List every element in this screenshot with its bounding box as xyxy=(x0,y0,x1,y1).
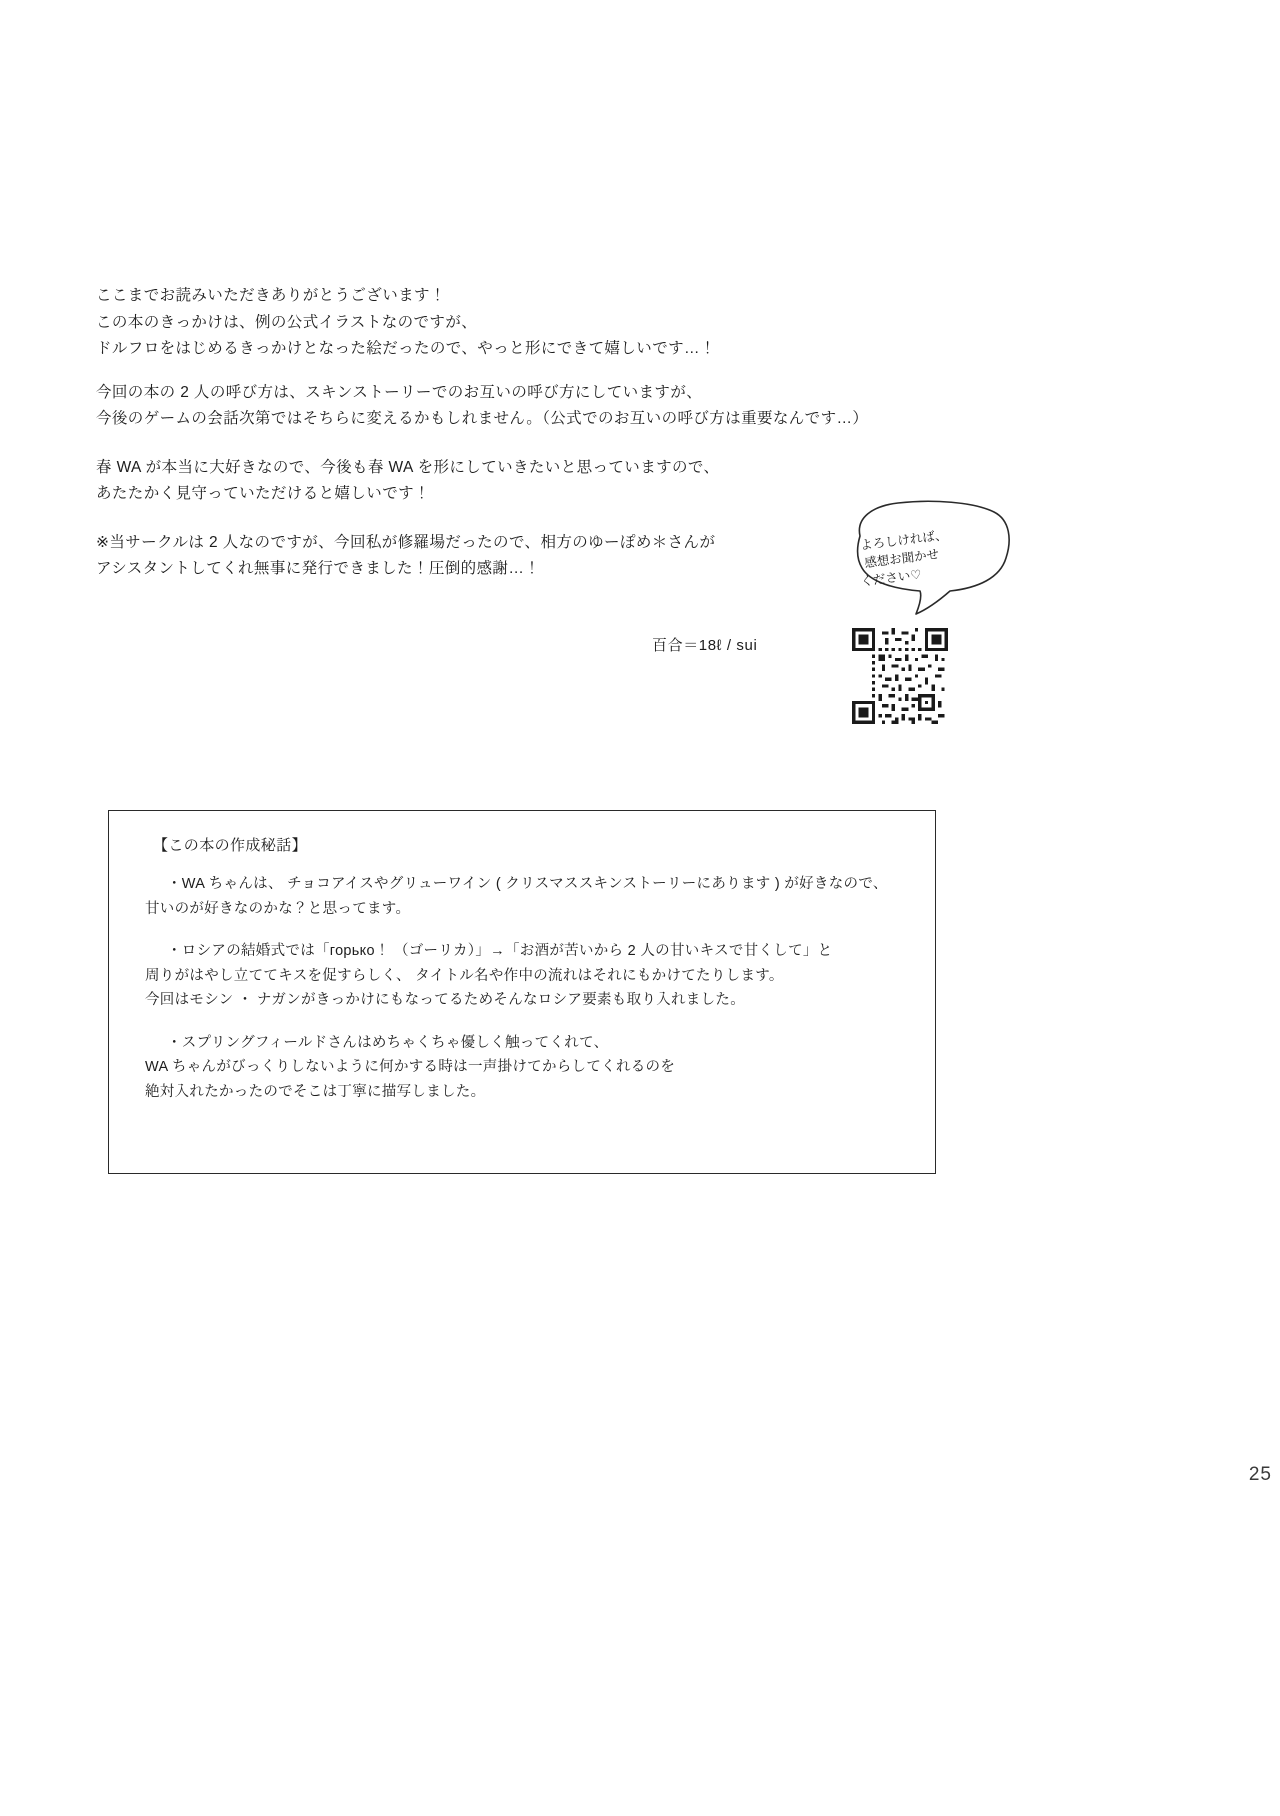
behind-the-scenes-title: 【この本の作成秘話】 xyxy=(153,837,308,854)
page-number: 25 xyxy=(1248,1464,1272,1485)
note-line: ・WA ちゃんは、 チョコアイスやグリューワイン ( クリスマススキンストーリーにあります ) が好きなので、 xyxy=(167,876,888,892)
afterword-paragraph-2 xyxy=(96,385,896,427)
afterword-line: 今後のゲームの会話次第ではそちらに変えるかもしれません。（公式でのお互いの呼び方は重要なんです…） xyxy=(96,410,869,427)
note-line: 周りがはやし立ててキスを促すらしく、 タイトル名や作中の流れはそれにもかけてたりします。 xyxy=(145,967,784,984)
speech-bubble xyxy=(846,496,1016,626)
note-line: 今回はモシン ・ ナガンがきっかけにもなってるためそんなロシア要素も取り入れました。 xyxy=(145,992,746,1008)
note-line: ・ロシアの結婚式では「горько！ （ゴーリカ）」→「お酒が苦いから 2 人の甘いキスで甘くして」と xyxy=(167,943,833,959)
paragraph-spacer xyxy=(96,513,896,535)
note-line: ・スプリングフィールドさんはめちゃくちゃ優しく触ってくれて、 xyxy=(167,1034,609,1051)
note-spacer xyxy=(145,1018,899,1036)
afterword-line: この本のきっかけは、例の公式イラストなのですが、 xyxy=(96,313,478,331)
bubble-line: 感想お聞かせ xyxy=(863,547,940,571)
paragraph-spacer xyxy=(96,438,896,460)
paragraph-spacer xyxy=(96,368,896,385)
afterword-line: ※当サークルは 2 人なのですが、今回私が修羅場だったので、相方のゆーぽめ＊さんが xyxy=(96,533,716,551)
note-spacer xyxy=(145,926,899,944)
afterword-line: ここまでお読みいただきありがとうございます！ xyxy=(96,287,446,304)
qr-code-icon[interactable] xyxy=(852,628,948,724)
behind-the-scenes-content xyxy=(109,811,935,1099)
note-item xyxy=(145,877,899,916)
author-signature: 百合＝18ℓ / sui xyxy=(652,637,758,654)
note-line: 甘いのが好きなのかな？と思ってます。 xyxy=(145,900,411,917)
afterword-line: アシスタントしてくれ無事に発行できました！圧倒的感謝…！ xyxy=(96,560,541,577)
bubble-line: よろしければ、 xyxy=(859,528,949,553)
note-item xyxy=(145,1036,899,1100)
note-item xyxy=(145,944,899,1008)
bubble-line: ください♡ xyxy=(859,567,923,590)
afterword-paragraph-4 xyxy=(96,535,896,577)
afterword-text-block xyxy=(96,288,896,588)
afterword-paragraph-1 xyxy=(96,288,896,357)
note-line: WA ちゃんがびっくりしないように何かする時は一声掛けてからしてくれるのを xyxy=(145,1059,676,1075)
afterword-line: ドルフロをはじめるきっかけとなった絵だったので、やっと形にできて嬉しいです…！ xyxy=(96,340,716,357)
afterword-line: 春 WA が本当に大好きなので、今後も春 WA を形にしていきたいと思っていますので、 xyxy=(96,458,720,476)
afterword-paragraph-3 xyxy=(96,460,896,502)
afterword-line: 今回の本の 2 人の呼び方は、スキンストーリーでのお互いの呼び方にしていますが、 xyxy=(96,383,703,401)
note-line: 絶対入れたかったのでそこは丁寧に描写しました。 xyxy=(145,1083,486,1100)
afterword-line: あたたかく見守っていただけると嬉しいです！ xyxy=(96,485,430,502)
behind-the-scenes-box xyxy=(108,810,936,1174)
